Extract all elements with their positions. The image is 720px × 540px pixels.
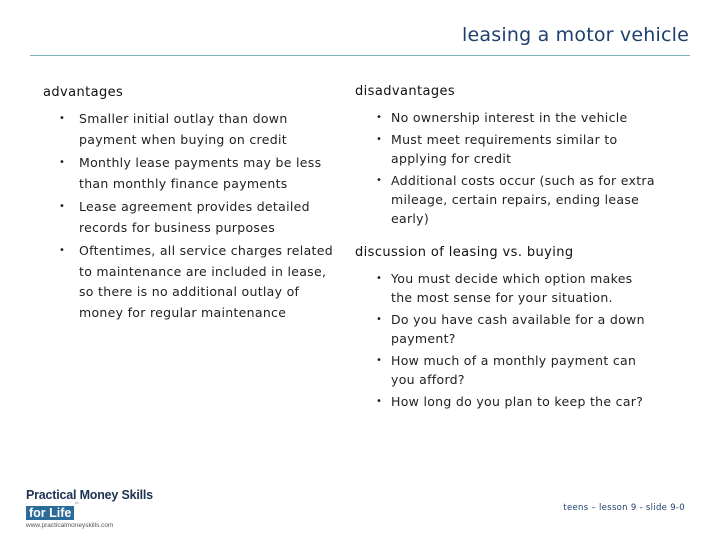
bullet-icon: • [376, 175, 383, 186]
list-item [43, 153, 333, 194]
logo-url: www.practicalmoneyskills.com [26, 522, 114, 529]
list-item-text: Monthly lease payments may be less than monthly finance payments [79, 155, 322, 191]
logo-trademark: ™ [74, 502, 80, 508]
bullet-icon: • [376, 112, 383, 123]
discussion-heading: discussion of leasing vs. buying [355, 245, 574, 260]
list-item [355, 351, 655, 389]
list-item-text: No ownership interest in the vehicle [391, 110, 628, 125]
list-item [43, 197, 333, 238]
list-item-text: How much of a monthly payment can you afford? [391, 353, 637, 387]
list-item-text: How long do you plan to keep the car? [391, 394, 644, 409]
list-item [43, 241, 333, 323]
bullet-icon: • [59, 245, 66, 256]
list-item [43, 109, 333, 150]
bullet-icon: • [376, 273, 383, 284]
disadvantages-heading: disadvantages [355, 84, 456, 99]
list-item-text: You must decide which option makes the most sense for your situation. [391, 271, 633, 305]
discussion-list [355, 269, 655, 411]
bullet-icon: • [59, 201, 66, 212]
list-item [355, 269, 655, 307]
list-item-text: Oftentimes, all service charges related to maintenance are included in lease, so there is no additional outlay of money for regular maintenance [79, 243, 333, 320]
slide-footer: teens – lesson 9 - slide 9-0 [563, 503, 685, 513]
advantages-list [43, 109, 333, 323]
list-item-text: Must meet requirements similar to applying for credit [391, 132, 618, 166]
list-item [355, 392, 655, 411]
list-item [355, 171, 655, 228]
list-item-text: Smaller initial outlay than down payment when buying on credit [79, 111, 288, 147]
list-item-text: Lease agreement provides detailed records for business purposes [79, 199, 310, 235]
bullet-icon: • [59, 113, 66, 124]
advantages-column [43, 85, 333, 326]
logo-title: Practical Money Skills [26, 488, 153, 502]
list-item [355, 108, 655, 127]
list-item-text: Do you have cash available for a down payment? [391, 312, 645, 346]
advantages-heading: advantages [43, 85, 124, 100]
title-divider [30, 55, 690, 56]
list-item [355, 130, 655, 168]
bullet-icon: • [59, 157, 66, 168]
bullet-icon: • [376, 314, 383, 325]
disadvantages-column [355, 84, 655, 414]
disadvantages-list [355, 108, 655, 228]
list-item [355, 310, 655, 348]
practical-money-skills-logo [26, 488, 156, 528]
logo-subtitle: for Life [26, 506, 74, 520]
list-item-text: Additional costs occur (such as for extra mileage, certain repairs, ending lease early) [391, 173, 655, 226]
bullet-icon: • [376, 396, 383, 407]
slide-title: leasing a motor vehicle [462, 24, 689, 46]
bullet-icon: • [376, 134, 383, 145]
bullet-icon: • [376, 355, 383, 366]
